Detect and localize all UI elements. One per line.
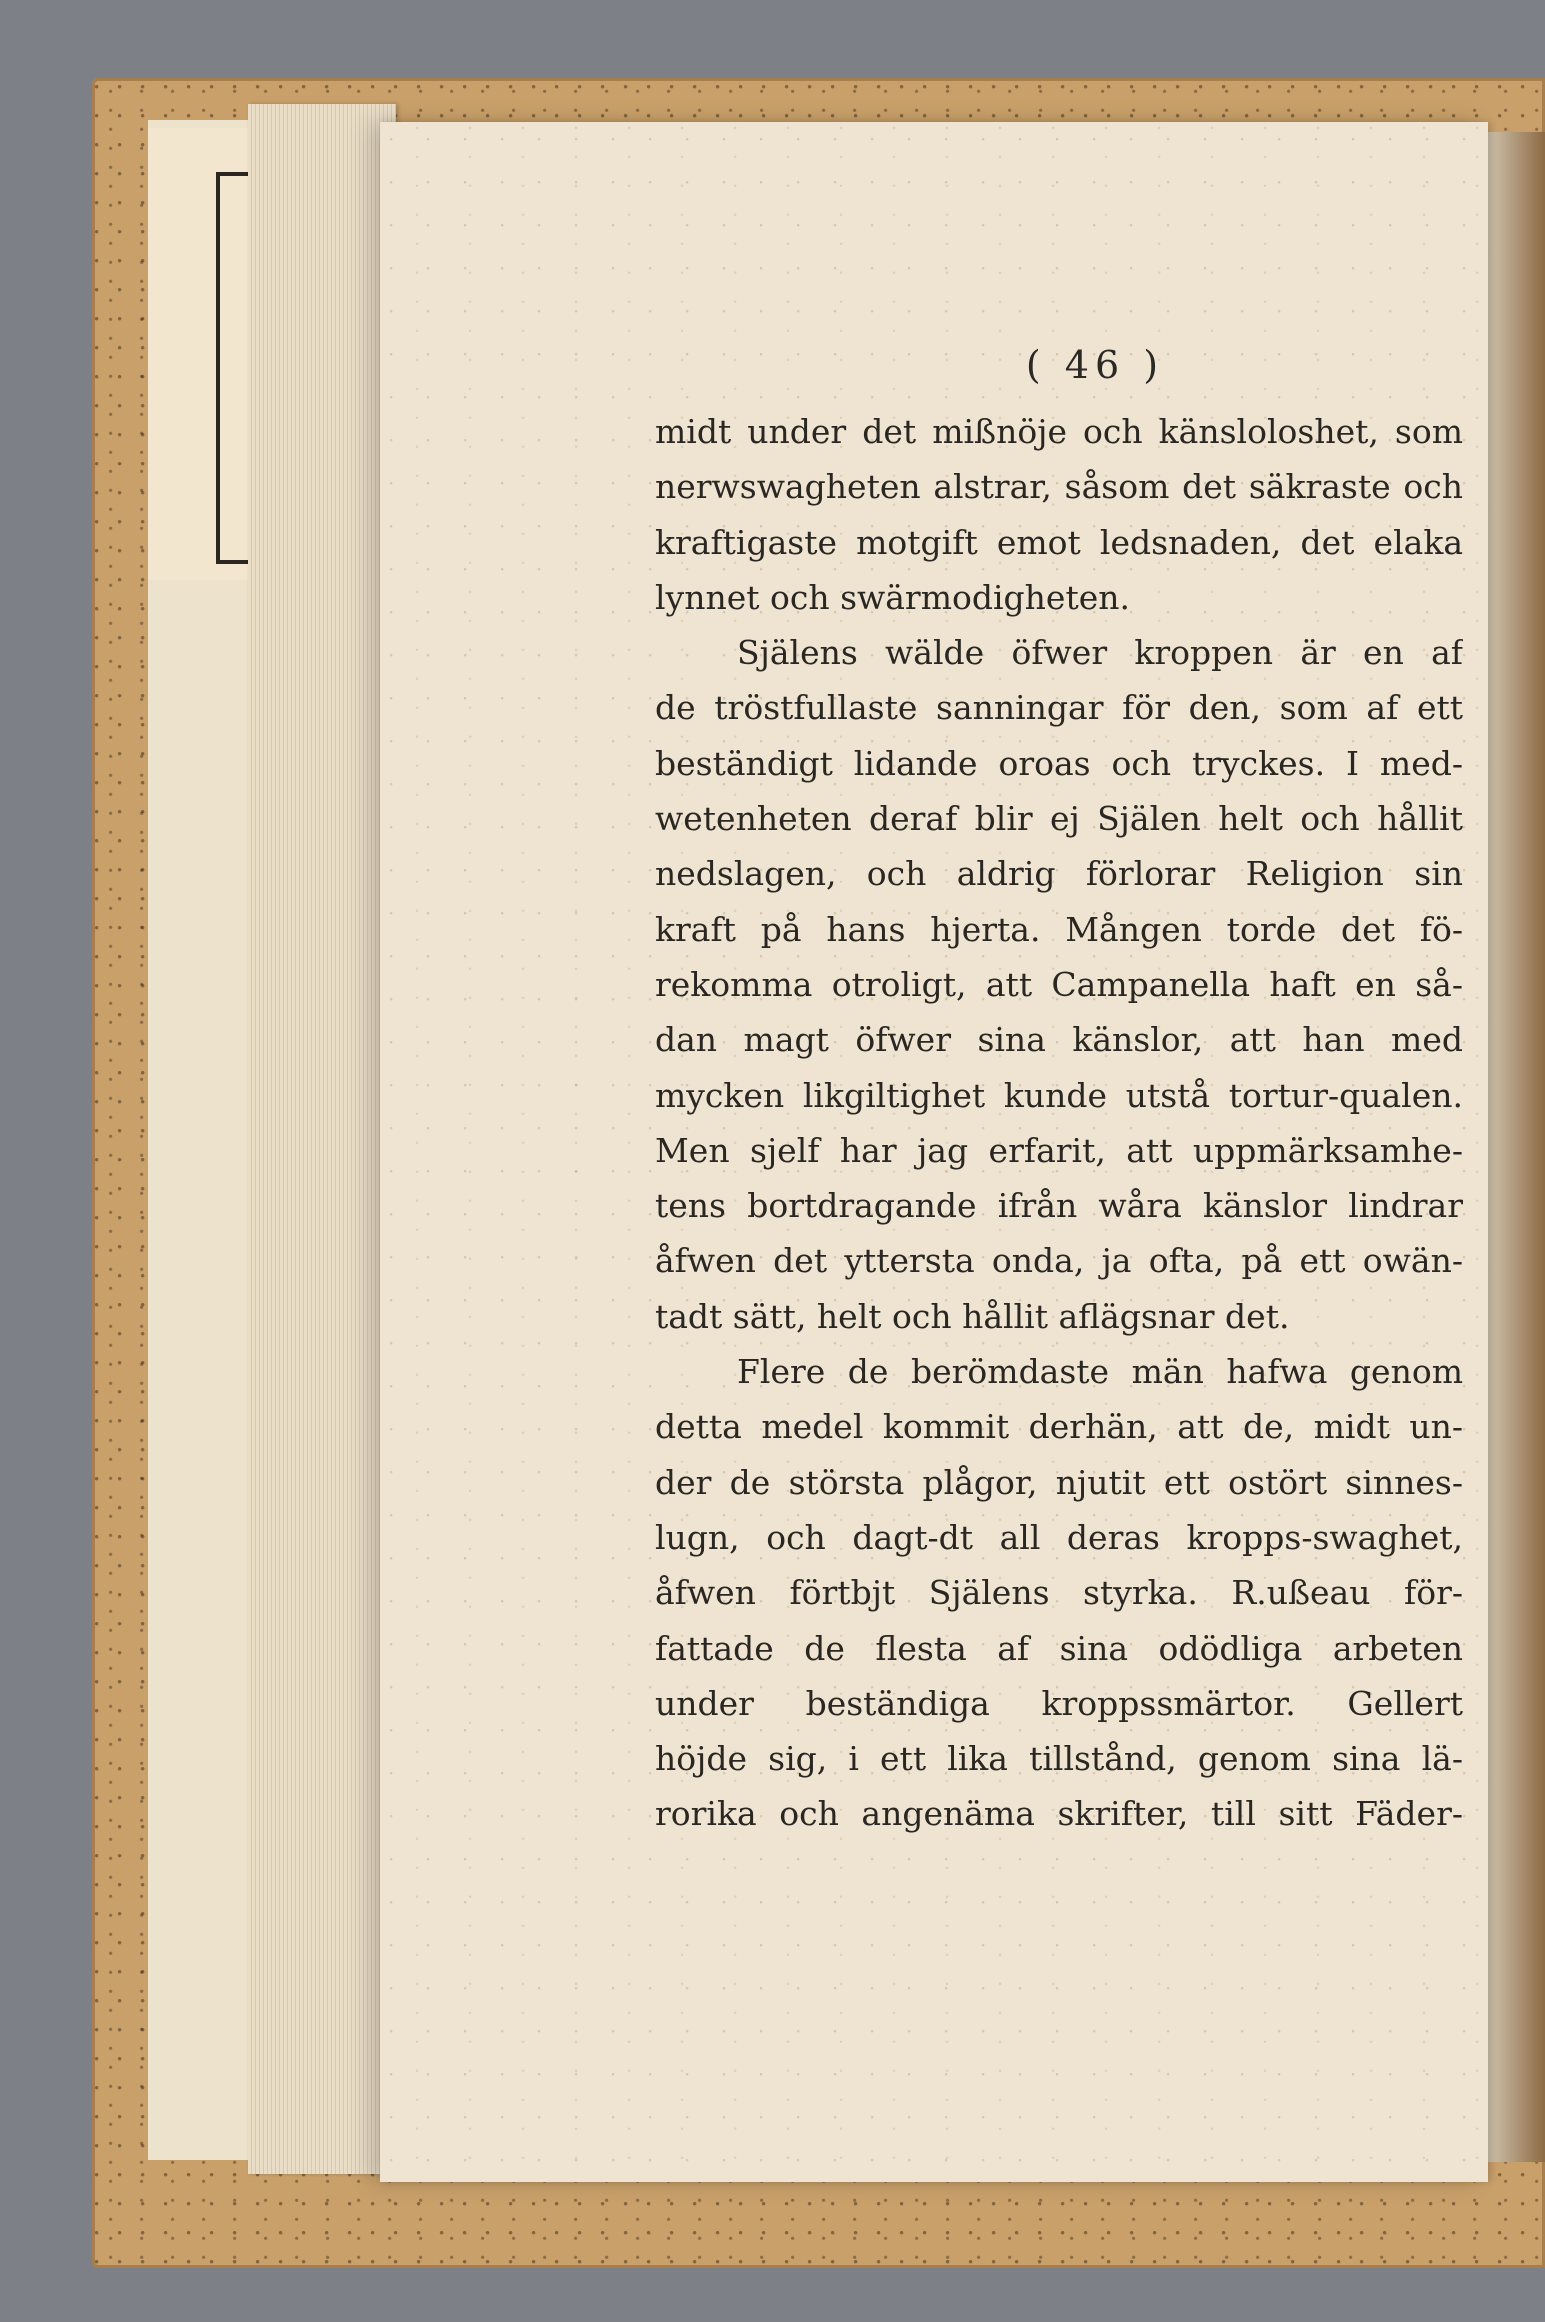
text-line: dan magt öfwer sina känslor, att han med: [655, 1020, 1463, 1060]
text-line: mycken likgiltighet kunde utstå tortur-qualen.: [655, 1075, 1463, 1115]
text-line: wetenheten deraf blir ej Själen helt och hållit: [655, 799, 1463, 839]
text-line: rekomma otroligt, att Campanella haft en så-: [655, 964, 1463, 1004]
text-line: fattade de flesta af sina odödliga arbeten: [655, 1628, 1463, 1668]
text-line: nedslagen, och aldrig förlorar Religion sin: [655, 854, 1463, 894]
text-line: tadt sätt, helt och hållit aflägsnar det.: [655, 1296, 1290, 1336]
text-line: Själens wälde öfwer kroppen är en af: [737, 633, 1463, 673]
text-line: lugn, och dagt-dt all deras kropps-swaghet,: [655, 1517, 1463, 1557]
text-line: kraftigaste motgift emot ledsnaden, det elaka: [655, 522, 1463, 562]
page-number: ( 46 ): [1025, 343, 1165, 387]
text-line: detta medel kommit derhän, att de, midt un-: [655, 1407, 1463, 1447]
page-stack-edges: [248, 104, 396, 2174]
text-line: de tröstfullaste sanningar för den, som af ett: [655, 688, 1463, 728]
text-line: kraft på hans hjerta. Mången torde det fö-: [655, 909, 1463, 949]
text-line: åfwen det yttersta onda, ja ofta, på ett owän-: [655, 1241, 1463, 1281]
text-line: tens bortdragande ifrån wåra känslor lindrar: [655, 1186, 1463, 1226]
text-line: rorika och angenäma skrifter, till sitt Fäder-: [655, 1794, 1463, 1834]
text-line: under beständiga kroppssmärtor. Gellert: [655, 1683, 1463, 1723]
facing-page-edge: [1488, 132, 1545, 2162]
text-line: Flere de berömdaste män hafwa genom: [737, 1352, 1463, 1392]
text-line: midt under det mißnöje och känsloloshet, som: [655, 412, 1463, 451]
text-line: der de största plågor, njutit ett ostört sinnes-: [655, 1462, 1463, 1502]
text-line: nerwswagheten alstrar, såsom det säkraste och: [655, 467, 1463, 507]
text-line: Men sjelf har jag erfarit, att uppmärksamhe-: [655, 1130, 1463, 1170]
text-line: åfwen förtbjt Själens styrka. R.ußeau för-: [655, 1573, 1463, 1613]
text-line: beständigt lidande oroas och tryckes. I med-: [655, 743, 1463, 783]
body-text: [655, 404, 1463, 1842]
text-line: lynnet och swärmodigheten.: [655, 577, 1130, 617]
text-line: höjde sig, i ett lika tillstånd, genom sina lä-: [655, 1739, 1463, 1779]
